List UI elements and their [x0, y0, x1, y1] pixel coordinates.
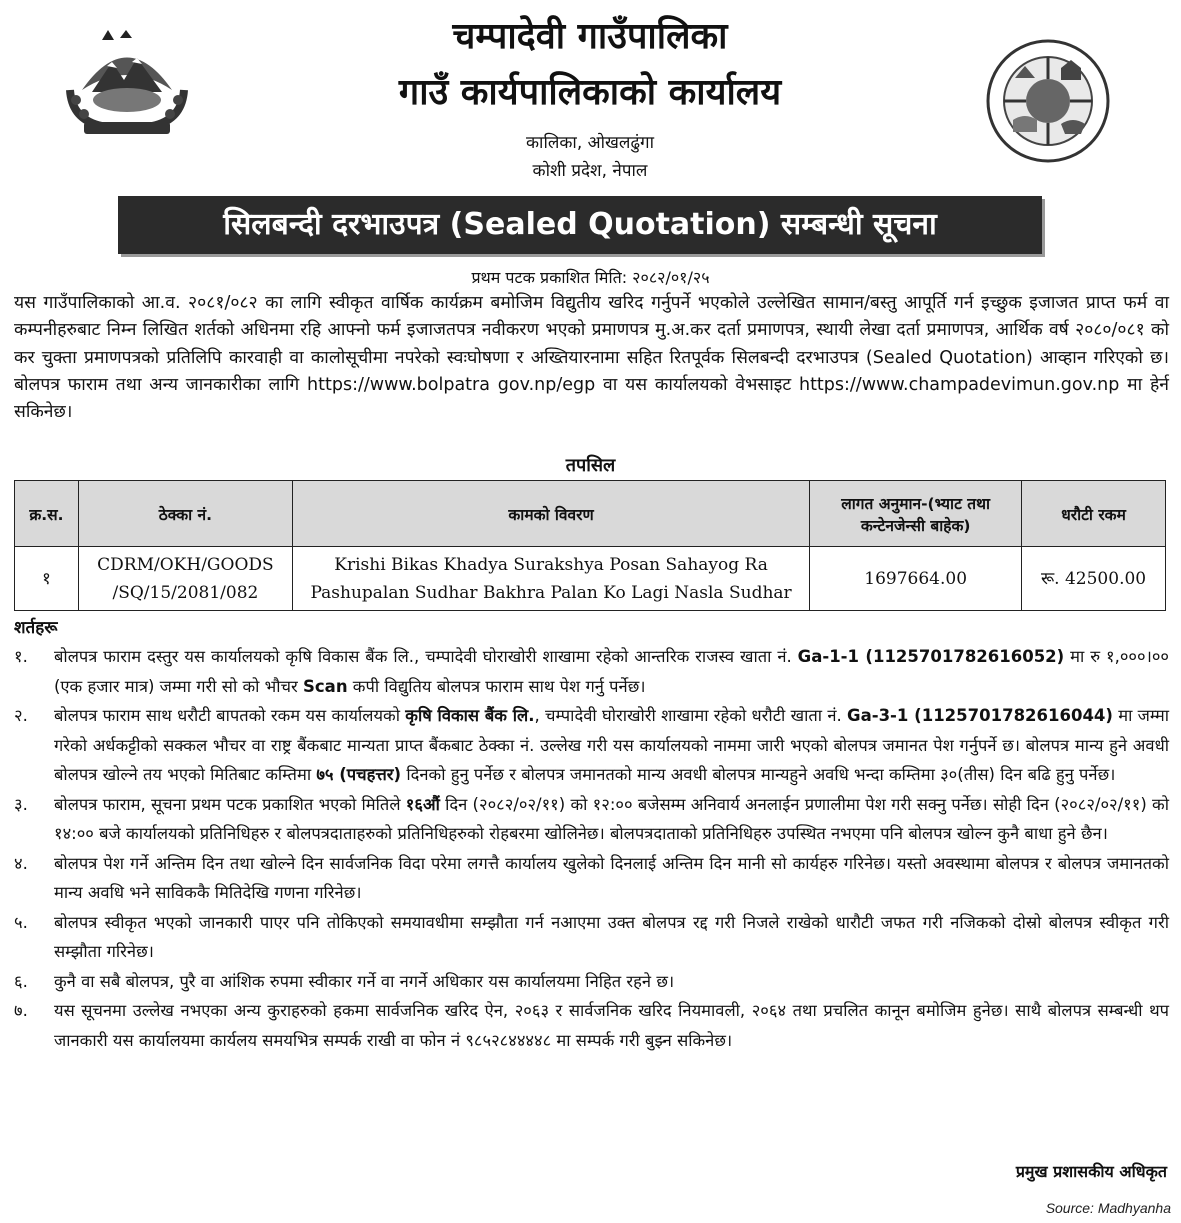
table-header-row: [15, 481, 1166, 547]
list-item: [14, 790, 1169, 849]
list-item: [14, 642, 1169, 701]
list-item: [14, 701, 1169, 790]
column-header: कामको विवरण: [292, 481, 809, 547]
term-text: बोलपत्र फाराम दस्तुर यस कार्यालयको कृषि विकास बैंक लि., चम्पादेवी घोराखोरी शाखामा रहेको आन्तरिक राजस्व खाता नं. Ga-1-1 (1125701782616052) मा रु १,०००।०० (एक हजार मात्र) जम्मा गरी सो को भौचर Scan कपी विद्युतिय बोलपत्र फाराम साथ पेश गर्नु पर्नेछ।: [54, 647, 1169, 696]
term-text: बोलपत्र पेश गर्ने अन्तिम दिन तथा खोल्ने दिन सार्वजनिक विदा परेमा लगत्तै कार्यालय खुलेको दिनलाई अन्तिम दिन मानी सो कार्यहरु गरिनेछ। यस्तो अवस्थामा बोलपत्र र बोलपत्र जमानतको मान्य अवधि भने साविककै मितिदेखि गणना गरिनेछ।: [54, 853, 1169, 902]
published-date: प्रथम पटक प्रकाशित मिति: २०८२/०१/२५: [471, 268, 710, 287]
term-number: ७.: [14, 1001, 28, 1020]
notice-intro: यस गाउँपालिकाको आ.व. २०८१/०८२ का लागि स्वीकृत वार्षिक कार्यक्रम बमोजिम विद्युतीय खरिद गर्नुपर्ने भएकोले उल्लेखित सामान/बस्तु आपूर्ति गर्न इच्छुक इजाजत प्राप्त फर्म वा कम्पनीहरुबाट निम्न लिखित शर्तको अधिनमा रहि आफ्नो फर्म इजाजतपत्र नवीकरण भएको प्रमाणपत्र मु.अ.कर दर्ता प्रमाणपत्र, स्थायी लेखा दर्ता प्रमाणपत्र, आर्थिक वर्ष २०८०/०८१ को कर चुक्ता प्रमाणपत्रको प्रतिलिपि कारवाही वा कालोसूचीमा नपरेको स्वःघोषणा र अख्तियारनामा सहित रितपूर्वक सिलबन्दी दरभाउपत्र (Sealed Quotation) आव्हान गरिएको छ। बोलपत्र फाराम तथा अन्य जानकारीका लागि https://www.bolpatra gov.np/egp वा यस कार्यालयको वेभसाइट https://www.champadevimun.gov.np मा हेर्न सकिनेछ।: [14, 293, 1169, 423]
term-number: ३.: [14, 794, 28, 814]
signatory-title: प्रमुख प्रशासकीय अधिकृत: [1015, 1162, 1167, 1181]
cost-estimate-cell: 1697664.00: [810, 547, 1022, 611]
schedule-heading: तपसिल: [565, 455, 616, 476]
notice-title: सिलबन्दी दरभाउपत्र (Sealed Quotation) सम्बन्धी सूचना: [118, 196, 1042, 254]
terms-heading: शर्तहरू: [14, 618, 58, 638]
term-number: १.: [14, 647, 28, 666]
list-item: [14, 849, 1169, 908]
source-credit: Source: Madhyanha: [1045, 1200, 1171, 1216]
notice-header: [0, 0, 1181, 190]
terms-list: [14, 642, 1169, 1055]
description-cell: Krishi Bikas Khadya Surakshya Posan Sahayog Ra Pashupalan Sudhar Bakhra Palan Ko Lagi Nasla Sudhar: [292, 547, 809, 611]
term-text: बोलपत्र फाराम, सूचना प्रथम पटक प्रकाशित भएको मितिले १६औं दिन (२०८२/०२/११) को १२:०० बजेसम्म अनिवार्य अनलाईन प्रणालीमा पेश गरी सक्नु पर्नेछ। सोही दिन (२०८२/०२/११) को १४:०० बजे कार्यालयको प्रतिनिधिहरु र बोलपत्रदाताहरुको प्रतिनिधिहरुको रोहबरमा खोलिनेछ। बोलपत्रदाताको प्रतिनिधिहरु उपस्थित नभएमा पनि बोलपत्र खोल्न कुनै बाधा हुने छैन।: [54, 794, 1169, 843]
list-item: [14, 967, 1169, 997]
term-number: ४.: [14, 853, 28, 873]
column-header: धरौटी रकम: [1022, 481, 1166, 547]
office-name: गाउँ कार्यपालिकाको कार्यालय: [398, 72, 782, 113]
term-number: ६.: [14, 971, 28, 991]
term-text: बोलपत्र फाराम साथ धरौटी बापतको रकम यस कार्यालयको कृषि विकास बैंक लि., चम्पादेवी घोराखोरी शाखामा रहेको धरौटी खाता नं. Ga-3-1 (1125701782616044) मा जम्मा गरेको अर्धकट्टीको सक्कल भौचर वा राष्ट्र बैंकबाट मान्यता प्राप्त बैंकबाट ठेक्का नं. उल्लेख गरी यस कार्यालयको नाममा जारी भएको बोलपत्र जमानत पेश गर्नुपर्ने छ। बोलपत्र मान्य हुने अवधी बोलपत्र खोल्ने तय भएको मितिबाट कम्तिमा ७५ (पचहत्तर) दिनको हुनु पर्नेछ र बोलपत्र जमानतको मान्य अवधी बोलपत्र मान्यहुने अवधि भन्दा कम्तिमा ३०(तीस) दिन बढि हुनु पर्नेछ।: [54, 706, 1170, 784]
serial-number-cell: १: [15, 547, 79, 611]
column-header: ठेक्का नं.: [78, 481, 292, 547]
term-text: बोलपत्र स्वीकृत भएको जानकारी पाएर पनि तोकिएको समयावधीमा सम्झौता गर्न नआएमा उक्त बोलपत्र रद्द गरी निजले राखेको धारौटी जफत गरी नजिकको दोस्रो बोलपत्र स्वीकृत गरी सम्झौता गरिनेछ।: [54, 912, 1169, 961]
column-header: लागत अनुमान-(भ्याट तथा कन्टेनजेन्सी बाहेक): [810, 481, 1022, 547]
column-header: क्र.स.: [15, 481, 79, 547]
address-line-2: कोशी प्रदेश, नेपाल: [532, 161, 648, 181]
address-line-1: कालिका, ओखलढुंगा: [525, 133, 655, 153]
term-text: यस सूचनमा उल्लेख नभएका अन्य कुराहरुको हकमा सार्वजनिक खरिद ऐन, २०६३ र सार्वजनिक खरिद नियमावली, २०६४ तथा प्रचलित कानून बमोजिम हुनेछ। साथै बोलपत्र सम्बन्धी थप जानकारी यस कार्यालयमा कार्यलय समयभित्र सम्पर्क राखी वा फोन नं ९८५२८४४४४८ मा सम्पर्क गरी बुझ्न सकिनेछ।: [54, 1001, 1169, 1050]
term-number: २.: [14, 706, 28, 725]
schedule-table: [14, 480, 1166, 611]
term-number: ५.: [14, 912, 28, 932]
term-text: कुनै वा सबै बोलपत्र, पुरै वा आंशिक रुपमा स्वीकार गर्ने वा नगर्ने अधिकार यस कार्यालयमा निहित रहने छ।: [54, 971, 675, 991]
nepal-government-emblem-icon: [62, 30, 192, 138]
municipality-seal-icon: [985, 38, 1111, 164]
list-item: [14, 996, 1169, 1055]
deposit-cell: रू. 42500.00: [1022, 547, 1166, 611]
contract-number-cell: CDRM/OKH/GOODS /SQ/15/2081/082: [78, 547, 292, 611]
table-row: [15, 547, 1166, 611]
list-item: [14, 908, 1169, 967]
municipality-name: चम्पादेवी गाउँपालिका: [452, 16, 728, 57]
